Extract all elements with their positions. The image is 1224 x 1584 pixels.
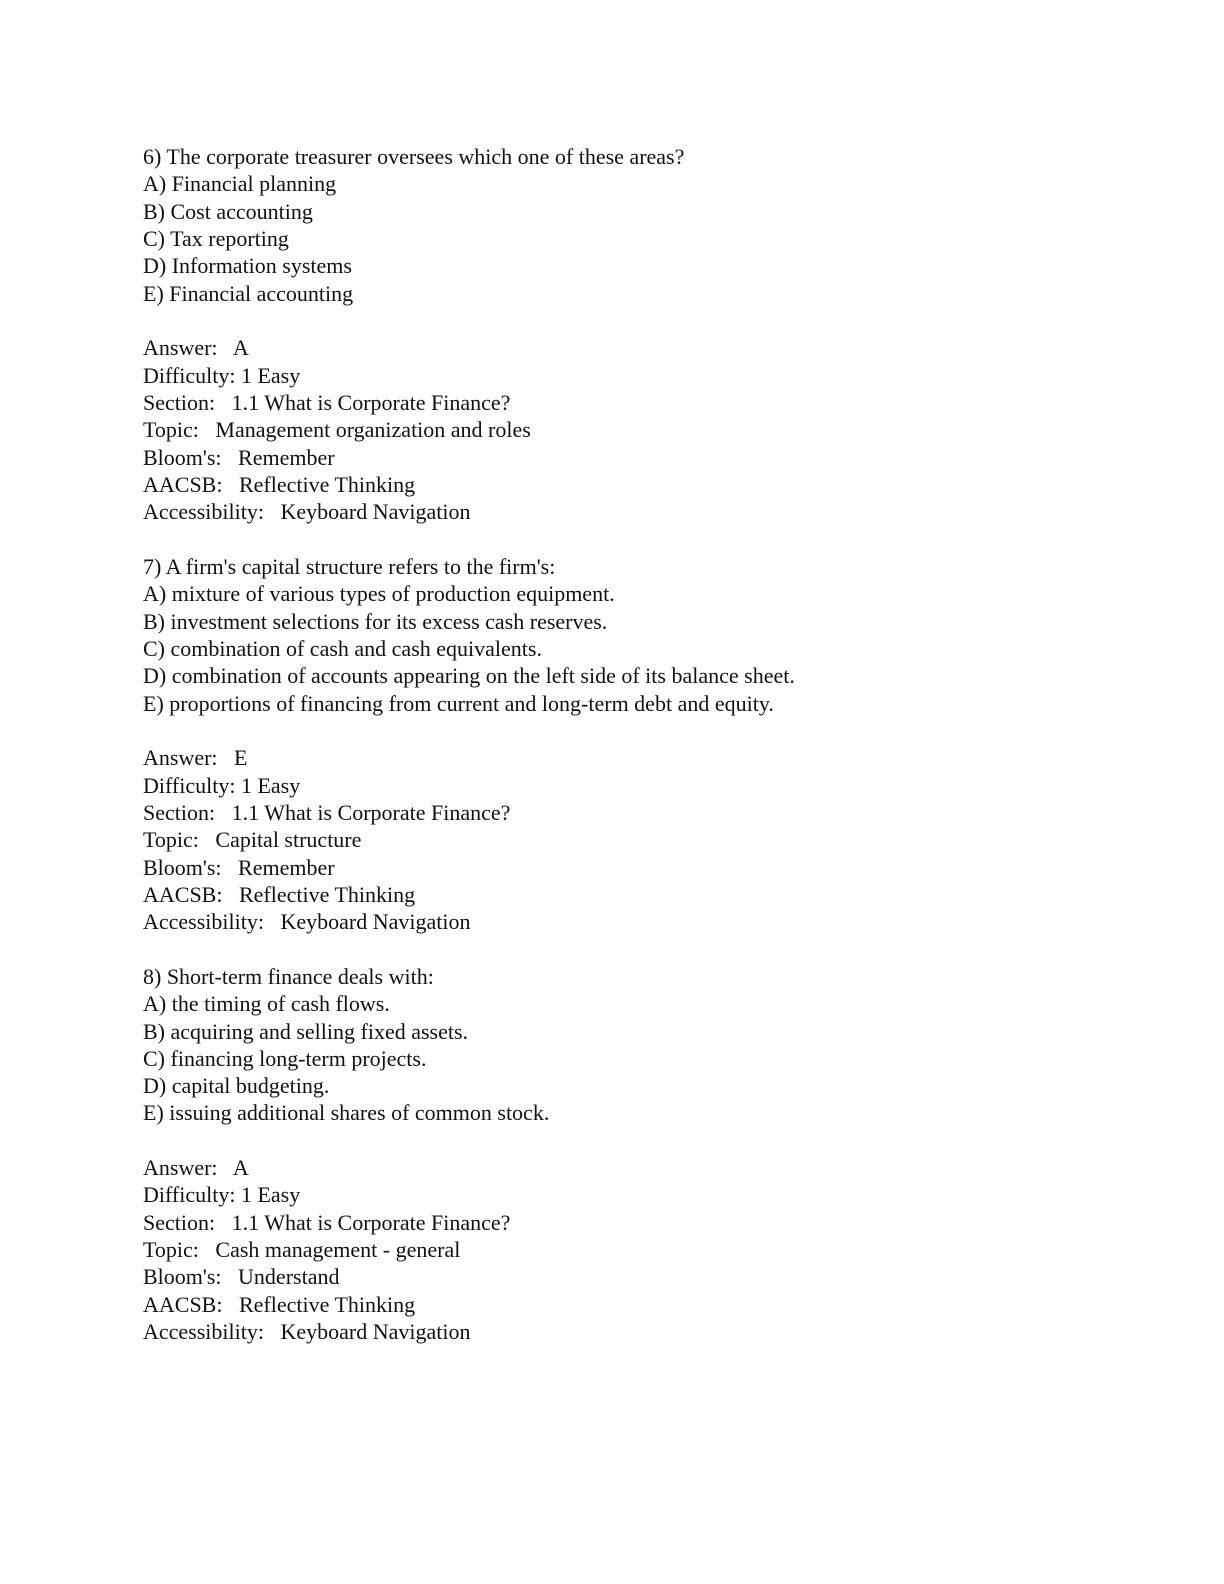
accessibility-line: Accessibility: Keyboard Navigation	[143, 1319, 471, 1345]
section-line: Section: 1.1 What is Corporate Finance?	[143, 1209, 511, 1235]
option-a: A) Financial planning	[143, 171, 337, 197]
aacsb-line: AACSB: Reflective Thinking	[143, 881, 416, 907]
option-c: C) combination of cash and cash equivalents.	[143, 635, 542, 661]
option-b: B) investment selections for its excess cash reserves.	[143, 608, 608, 634]
accessibility-line: Accessibility: Keyboard Navigation	[143, 499, 471, 525]
blooms-line: Bloom's: Remember	[143, 444, 335, 470]
question-8	[143, 963, 1103, 1346]
section-line: Section: 1.1 What is Corporate Finance?	[143, 389, 511, 415]
option-e: E) issuing additional shares of common stock.	[143, 1100, 550, 1126]
spacer	[143, 1127, 1103, 1154]
option-b: B) Cost accounting	[143, 198, 313, 224]
spacer	[143, 526, 1103, 553]
difficulty-line: Difficulty: 1 Easy	[143, 362, 301, 388]
document-page	[143, 143, 1103, 1345]
blooms-line: Bloom's: Understand	[143, 1264, 340, 1290]
option-d: D) Information systems	[143, 253, 352, 279]
accessibility-line: Accessibility: Keyboard Navigation	[143, 909, 471, 935]
aacsb-line: AACSB: Reflective Thinking	[143, 471, 416, 497]
answer-line: Answer: A	[143, 335, 249, 361]
question-stem: 8) Short-term finance deals with:	[143, 963, 434, 989]
topic-line: Topic: Management organization and roles	[143, 417, 531, 443]
spacer	[143, 307, 1103, 334]
question-stem: 7) A firm's capital structure refers to the firm's:	[143, 553, 556, 579]
section-line: Section: 1.1 What is Corporate Finance?	[143, 799, 511, 825]
option-b: B) acquiring and selling fixed assets.	[143, 1018, 469, 1044]
option-c: C) financing long-term projects.	[143, 1045, 427, 1071]
aacsb-line: AACSB: Reflective Thinking	[143, 1291, 416, 1317]
spacer	[143, 936, 1103, 963]
question-7	[143, 553, 1103, 936]
topic-line: Topic: Cash management - general	[143, 1237, 461, 1263]
option-a: A) the timing of cash flows.	[143, 991, 390, 1017]
difficulty-line: Difficulty: 1 Easy	[143, 1182, 301, 1208]
option-c: C) Tax reporting	[143, 225, 289, 251]
question-stem: 6) The corporate treasurer oversees which one of these areas?	[143, 144, 685, 169]
option-e: E) Financial accounting	[143, 280, 354, 306]
option-d: D) combination of accounts appearing on the left side of its balance sheet.	[143, 663, 795, 689]
topic-line: Topic: Capital structure	[143, 827, 362, 853]
option-e: E) proportions of financing from current and long-term debt and equity.	[143, 690, 774, 716]
difficulty-line: Difficulty: 1 Easy	[143, 772, 301, 798]
spacer	[143, 717, 1103, 744]
option-a: A) mixture of various types of production equipment.	[143, 581, 615, 607]
answer-line: Answer: E	[143, 745, 248, 771]
answer-line: Answer: A	[143, 1155, 249, 1181]
blooms-line: Bloom's: Remember	[143, 854, 335, 880]
question-6	[143, 143, 1103, 526]
option-d: D) capital budgeting.	[143, 1073, 330, 1099]
